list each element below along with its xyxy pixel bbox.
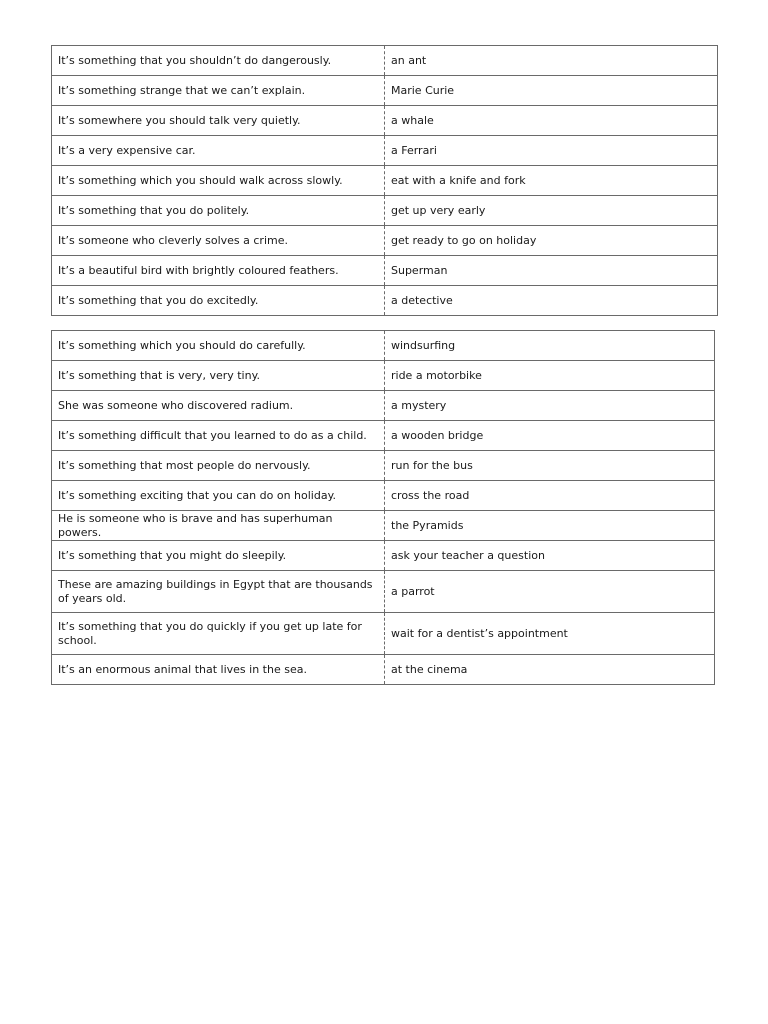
- clue-card[interactable]: It’s a very expensive car.: [52, 136, 385, 166]
- table-row: [52, 541, 715, 571]
- answer-card[interactable]: run for the bus: [385, 451, 715, 481]
- clue-card[interactable]: It’s something that you shouldn’t do dangerously.: [52, 46, 385, 76]
- answer-card[interactable]: ride a motorbike: [385, 361, 715, 391]
- answer-card[interactable]: ask your teacher a question: [385, 541, 715, 571]
- answer-card[interactable]: a detective: [385, 286, 718, 316]
- table-row: [52, 655, 715, 685]
- clue-card[interactable]: It’s something which you should walk across slowly.: [52, 166, 385, 196]
- table-row: [52, 331, 715, 361]
- clue-card[interactable]: He is someone who is brave and has superhuman powers.: [52, 511, 385, 541]
- answer-card[interactable]: an ant: [385, 46, 718, 76]
- clue-card[interactable]: It’s something that is very, very tiny.: [52, 361, 385, 391]
- card-table-1: [51, 45, 718, 316]
- clue-card[interactable]: It’s someone who cleverly solves a crime.: [52, 226, 385, 256]
- answer-card[interactable]: a whale: [385, 106, 718, 136]
- clue-card[interactable]: It’s something that you do excitedly.: [52, 286, 385, 316]
- table-row: [52, 46, 718, 76]
- answer-card[interactable]: get up very early: [385, 196, 718, 226]
- answer-card[interactable]: Marie Curie: [385, 76, 718, 106]
- table-row: [52, 511, 715, 541]
- clue-card[interactable]: It’s a beautiful bird with brightly coloured feathers.: [52, 256, 385, 286]
- clue-card[interactable]: It’s an enormous animal that lives in the sea.: [52, 655, 385, 685]
- answer-card[interactable]: at the cinema: [385, 655, 715, 685]
- table-row: [52, 451, 715, 481]
- clue-card[interactable]: It’s something that you might do sleepily.: [52, 541, 385, 571]
- table-row: [52, 361, 715, 391]
- clue-card[interactable]: It’s something which you should do carefully.: [52, 331, 385, 361]
- table-row: [52, 166, 718, 196]
- answer-card[interactable]: cross the road: [385, 481, 715, 511]
- clue-card[interactable]: It’s something difficult that you learned to do as a child.: [52, 421, 385, 451]
- answer-card[interactable]: windsurfing: [385, 331, 715, 361]
- table-row: [52, 136, 718, 166]
- answer-card[interactable]: a mystery: [385, 391, 715, 421]
- answer-card[interactable]: wait for a dentist’s appointment: [385, 613, 715, 655]
- table-row: [52, 256, 718, 286]
- table-row: [52, 391, 715, 421]
- answer-card[interactable]: Superman: [385, 256, 718, 286]
- table-row: [52, 226, 718, 256]
- table-row: [52, 106, 718, 136]
- clue-card[interactable]: She was someone who discovered radium.: [52, 391, 385, 421]
- table-row: [52, 76, 718, 106]
- table-row: [52, 481, 715, 511]
- table-row: [52, 571, 715, 613]
- answer-card[interactable]: a Ferrari: [385, 136, 718, 166]
- clue-card[interactable]: It’s something that you do quickly if you get up late for school.: [52, 613, 385, 655]
- card-table-2: [51, 330, 715, 685]
- clue-card[interactable]: It’s somewhere you should talk very quietly.: [52, 106, 385, 136]
- answer-card[interactable]: eat with a knife and fork: [385, 166, 718, 196]
- answer-card[interactable]: a parrot: [385, 571, 715, 613]
- clue-card[interactable]: It’s something strange that we can’t explain.: [52, 76, 385, 106]
- table-row: [52, 613, 715, 655]
- answer-card[interactable]: get ready to go on holiday: [385, 226, 718, 256]
- clue-card[interactable]: It’s something that most people do nervously.: [52, 451, 385, 481]
- answer-card[interactable]: a wooden bridge: [385, 421, 715, 451]
- clue-card[interactable]: These are amazing buildings in Egypt that are thousands of years old.: [52, 571, 385, 613]
- table-row: [52, 196, 718, 226]
- table-row: [52, 286, 718, 316]
- answer-card[interactable]: the Pyramids: [385, 511, 715, 541]
- clue-card[interactable]: It’s something that you do politely.: [52, 196, 385, 226]
- table-row: [52, 421, 715, 451]
- clue-card[interactable]: It’s something exciting that you can do on holiday.: [52, 481, 385, 511]
